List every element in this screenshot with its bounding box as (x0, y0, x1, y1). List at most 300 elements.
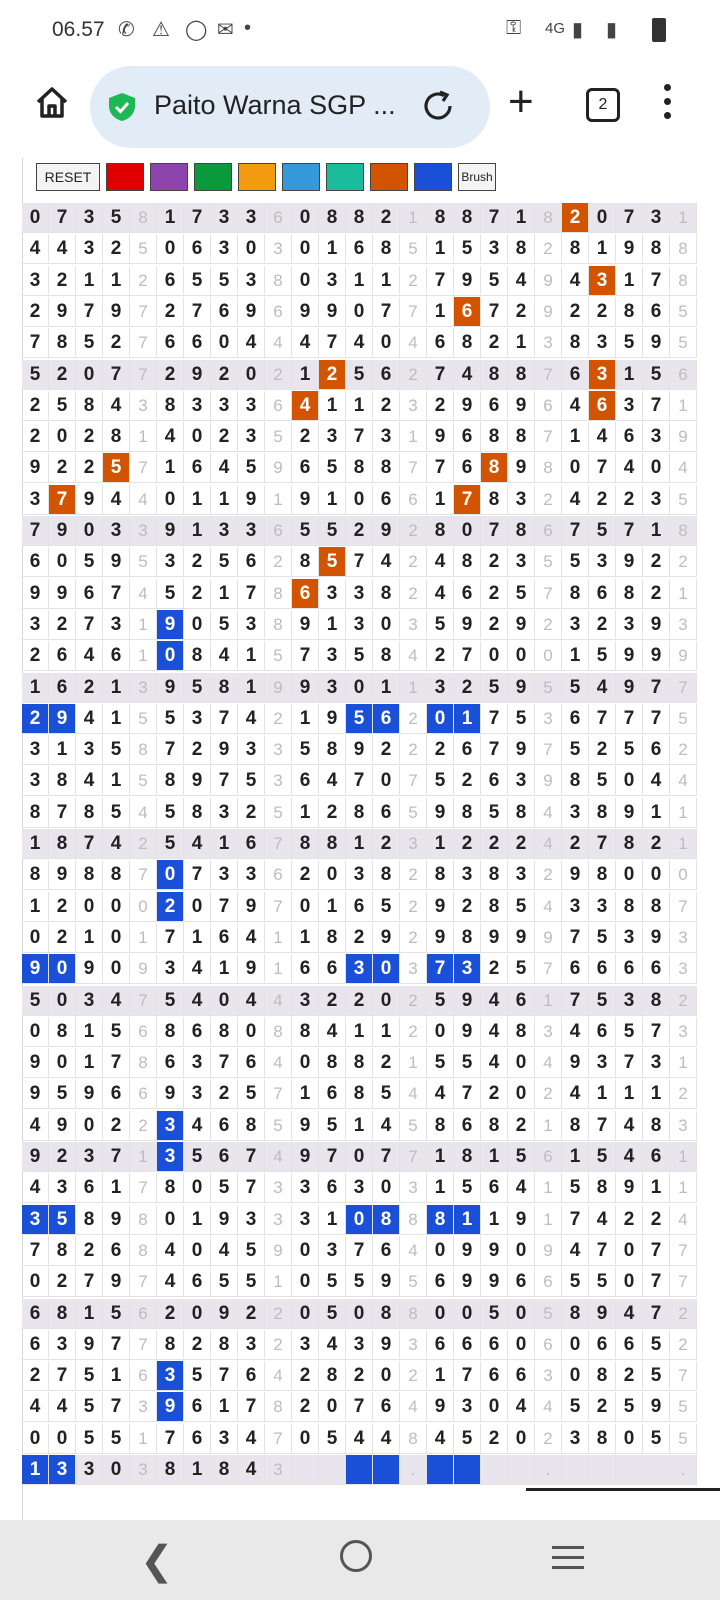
paito-sep-cell[interactable]: 2 (670, 1299, 697, 1329)
paito-sep-cell[interactable]: 5 (130, 704, 157, 734)
paito-cell[interactable]: 9 (292, 1142, 319, 1172)
paito-sep-cell[interactable]: 4 (535, 829, 562, 859)
paito-cell[interactable]: 1 (103, 1361, 130, 1391)
paito-cell[interactable]: 9 (49, 1111, 76, 1141)
paito-sep-cell[interactable]: 6 (130, 1079, 157, 1109)
paito-cell[interactable]: 6 (211, 1111, 238, 1141)
paito-sep-cell[interactable]: 6 (535, 391, 562, 421)
paito-sep-cell[interactable]: 3 (670, 1017, 697, 1047)
paito-cell[interactable]: 5 (589, 641, 616, 671)
paito-cell[interactable]: 8 (76, 391, 103, 421)
paito-sep-cell[interactable]: 1 (670, 391, 697, 421)
paito-sep-cell[interactable]: 0 (130, 892, 157, 922)
paito-cell[interactable]: 6 (373, 1392, 400, 1422)
paito-cell[interactable]: 5 (481, 673, 508, 703)
paito-cell[interactable]: 9 (211, 1299, 238, 1329)
paito-cell[interactable]: 5 (643, 360, 670, 390)
paito-cell[interactable]: 0 (211, 328, 238, 358)
paito-cell[interactable]: 3 (157, 954, 184, 984)
back-icon[interactable]: ❮ (140, 1539, 174, 1583)
paito-cell[interactable]: 8 (589, 1424, 616, 1454)
paito-cell[interactable]: 7 (643, 673, 670, 703)
paito-sep-cell[interactable]: 3 (265, 1455, 292, 1485)
paito-sep-cell[interactable]: 5 (670, 704, 697, 734)
paito-cell[interactable]: 4 (616, 1299, 643, 1329)
paito-cell[interactable]: 3 (238, 266, 265, 296)
paito-cell[interactable]: 0 (76, 516, 103, 546)
paito-cell[interactable]: 5 (184, 1142, 211, 1172)
paito-cell[interactable]: 3 (49, 1455, 76, 1485)
paito-cell[interactable]: 4 (238, 923, 265, 953)
paito-cell[interactable]: 6 (643, 735, 670, 765)
paito-cell[interactable]: 0 (562, 1330, 589, 1360)
paito-sep-cell[interactable]: 1 (130, 610, 157, 640)
paito-cell[interactable]: 0 (373, 610, 400, 640)
paito-cell[interactable]: 7 (562, 516, 589, 546)
paito-cell[interactable]: 3 (508, 547, 535, 577)
paito-cell[interactable]: 3 (238, 610, 265, 640)
paito-cell[interactable]: 9 (157, 1079, 184, 1109)
paito-cell[interactable]: 2 (589, 485, 616, 515)
paito-cell[interactable]: 0 (49, 547, 76, 577)
paito-sep-cell[interactable]: 5 (130, 766, 157, 796)
paito-cell[interactable]: 5 (319, 1299, 346, 1329)
paito-cell[interactable]: 0 (427, 1017, 454, 1047)
paito-sep-cell[interactable]: 9 (265, 453, 292, 483)
paito-cell[interactable]: 0 (562, 1361, 589, 1391)
paito-cell[interactable]: 2 (589, 297, 616, 327)
paito-cell[interactable]: 4 (184, 986, 211, 1016)
paito-sep-cell[interactable]: 5 (670, 1424, 697, 1454)
paito-cell[interactable]: 5 (103, 1017, 130, 1047)
paito-cell[interactable]: 9 (643, 328, 670, 358)
paito-cell[interactable]: 5 (103, 735, 130, 765)
paito-sep-cell[interactable]: 2 (535, 860, 562, 890)
paito-sep-cell[interactable]: 2 (670, 986, 697, 1016)
paito-sep-cell[interactable]: 1 (400, 203, 427, 233)
paito-cell[interactable]: 0 (238, 1017, 265, 1047)
paito-cell[interactable]: 1 (319, 610, 346, 640)
paito-cell[interactable]: 6 (292, 453, 319, 483)
paito-sep-cell[interactable]: 3 (400, 610, 427, 640)
paito-cell[interactable]: 8 (562, 234, 589, 264)
paito-sep-cell[interactable]: 2 (400, 1361, 427, 1391)
paito-cell[interactable]: 8 (157, 1173, 184, 1203)
paito-cell[interactable]: 8 (427, 1111, 454, 1141)
paito-cell[interactable]: 5 (508, 579, 535, 609)
paito-cell[interactable]: 1 (211, 579, 238, 609)
paito-cell[interactable]: 3 (211, 516, 238, 546)
paito-sep-cell[interactable]: 7 (130, 986, 157, 1016)
paito-cell[interactable]: 5 (373, 1079, 400, 1109)
paito-cell[interactable]: 2 (157, 360, 184, 390)
paito-cell[interactable]: 7 (157, 735, 184, 765)
paito-cell[interactable]: 5 (508, 892, 535, 922)
paito-cell[interactable]: 5 (616, 735, 643, 765)
paito-cell[interactable]: 7 (319, 328, 346, 358)
paito-cell[interactable]: 1 (427, 1142, 454, 1172)
paito-cell[interactable]: 8 (49, 1017, 76, 1047)
paito-cell[interactable]: 0 (184, 892, 211, 922)
paito-cell[interactable]: 6 (454, 1330, 481, 1360)
paito-sep-cell[interactable]: . (400, 1455, 427, 1485)
paito-sep-cell[interactable]: 8 (265, 610, 292, 640)
paito-cell[interactable]: 9 (481, 923, 508, 953)
paito-sep-cell[interactable]: 8 (535, 203, 562, 233)
paito-cell[interactable]: 7 (481, 735, 508, 765)
paito-sep-cell[interactable]: 8 (130, 1048, 157, 1078)
paito-cell[interactable]: 1 (589, 1079, 616, 1109)
paito-cell[interactable]: 6 (427, 328, 454, 358)
paito-cell[interactable]: 0 (76, 892, 103, 922)
paito-sep-cell[interactable]: 9 (535, 1236, 562, 1266)
paito-sep-cell[interactable]: 5 (670, 297, 697, 327)
paito-cell[interactable]: 8 (292, 829, 319, 859)
paito-cell[interactable]: 4 (589, 422, 616, 452)
paito-sep-cell[interactable]: 9 (535, 766, 562, 796)
paito-cell[interactable]: 9 (427, 422, 454, 452)
paito-sep-cell[interactable]: 3 (670, 923, 697, 953)
paito-cell[interactable]: 2 (103, 1111, 130, 1141)
paito-sep-cell[interactable]: 9 (265, 1236, 292, 1266)
paito-cell[interactable]: 8 (454, 203, 481, 233)
paito-cell[interactable]: 7 (481, 203, 508, 233)
paito-cell[interactable]: 6 (292, 766, 319, 796)
paito-cell[interactable]: 2 (643, 1205, 670, 1235)
paito-cell[interactable]: 6 (292, 579, 319, 609)
paito-sep-cell[interactable]: 7 (130, 1173, 157, 1203)
paito-cell[interactable]: 6 (238, 1048, 265, 1078)
paito-sep-cell[interactable]: 8 (400, 1424, 427, 1454)
paito-cell[interactable]: 7 (76, 1267, 103, 1297)
paito-sep-cell[interactable]: 1 (670, 579, 697, 609)
paito-cell[interactable]: 0 (589, 203, 616, 233)
paito-sep-cell[interactable]: 7 (130, 453, 157, 483)
paito-sep-cell[interactable]: 5 (670, 328, 697, 358)
paito-cell[interactable]: 9 (292, 297, 319, 327)
paito-sep-cell[interactable]: 8 (130, 203, 157, 233)
paito-cell[interactable]: 1 (184, 923, 211, 953)
paito-sep-cell[interactable]: 8 (265, 579, 292, 609)
paito-cell[interactable]: 3 (211, 391, 238, 421)
paito-cell[interactable]: 2 (346, 923, 373, 953)
paito-sep-cell[interactable]: 7 (535, 735, 562, 765)
paito-sep-cell[interactable]: 4 (400, 1079, 427, 1109)
paito-cell[interactable]: 9 (562, 860, 589, 890)
paito-cell[interactable]: 2 (319, 986, 346, 1016)
paito-cell[interactable]: 8 (616, 829, 643, 859)
paito-cell[interactable]: 0 (184, 1173, 211, 1203)
paito-cell[interactable]: 5 (103, 453, 130, 483)
paito-cell[interactable]: 4 (76, 704, 103, 734)
paito-cell[interactable]: 8 (589, 1361, 616, 1391)
paito-cell[interactable]: 3 (184, 1079, 211, 1109)
paito-cell[interactable]: 8 (373, 1299, 400, 1329)
paito-cell[interactable]: 0 (616, 1267, 643, 1297)
paito-cell[interactable]: 0 (508, 1299, 535, 1329)
paito-cell[interactable]: 1 (22, 892, 49, 922)
paito-sep-cell[interactable]: 9 (535, 266, 562, 296)
paito-cell[interactable]: 2 (481, 610, 508, 640)
paito-cell[interactable]: 3 (454, 860, 481, 890)
paito-cell[interactable]: 6 (49, 641, 76, 671)
paito-cell[interactable]: 6 (184, 328, 211, 358)
paito-cell[interactable]: 0 (22, 923, 49, 953)
paito-cell[interactable]: 5 (292, 735, 319, 765)
paito-cell[interactable]: 5 (238, 1267, 265, 1297)
paito-cell[interactable]: 5 (103, 1299, 130, 1329)
paito-cell[interactable]: 7 (211, 1361, 238, 1391)
paito-cell[interactable]: 5 (319, 516, 346, 546)
paito-sep-cell[interactable]: 9 (535, 923, 562, 953)
paito-cell[interactable]: 8 (454, 1142, 481, 1172)
paito-cell[interactable]: 7 (454, 1361, 481, 1391)
paito-cell[interactable]: 4 (454, 360, 481, 390)
paito-sep-cell[interactable]: 6 (670, 360, 697, 390)
paito-cell[interactable]: 5 (562, 1392, 589, 1422)
paito-cell[interactable]: 0 (373, 954, 400, 984)
paito-cell[interactable]: 1 (292, 798, 319, 828)
paito-sep-cell[interactable]: 2 (535, 485, 562, 515)
paito-cell[interactable]: 8 (562, 1111, 589, 1141)
paito-cell[interactable]: 8 (373, 1205, 400, 1235)
more-menu-icon[interactable] (664, 84, 674, 126)
paito-cell[interactable]: 3 (319, 266, 346, 296)
paito-cell[interactable]: 5 (22, 986, 49, 1016)
paito-cell[interactable]: 8 (562, 1299, 589, 1329)
paito-cell[interactable]: 1 (427, 234, 454, 264)
paito-cell[interactable]: 5 (562, 673, 589, 703)
paito-sep-cell[interactable]: 7 (670, 1361, 697, 1391)
paito-cell[interactable]: 3 (157, 1142, 184, 1172)
paito-cell[interactable]: 3 (481, 234, 508, 264)
paito-cell[interactable]: 6 (346, 234, 373, 264)
paito-cell[interactable]: 3 (157, 547, 184, 577)
paito-sep-cell[interactable]: 6 (265, 297, 292, 327)
paito-cell[interactable]: 5 (481, 266, 508, 296)
paito-cell[interactable]: 3 (157, 1361, 184, 1391)
paito-cell[interactable]: 8 (373, 579, 400, 609)
paito-cell[interactable]: 9 (103, 1267, 130, 1297)
paito-cell[interactable]: 5 (643, 1424, 670, 1454)
paito-sep-cell[interactable]: 0 (670, 860, 697, 890)
paito-cell[interactable]: 9 (22, 954, 49, 984)
paito-cell[interactable]: 8 (454, 328, 481, 358)
swatch-teal[interactable] (326, 163, 364, 191)
paito-sep-cell[interactable]: 1 (670, 1142, 697, 1172)
paito-cell[interactable]: 5 (562, 547, 589, 577)
paito-cell[interactable]: 3 (643, 422, 670, 452)
paito-cell[interactable]: 5 (103, 203, 130, 233)
paito-sep-cell[interactable]: 4 (130, 485, 157, 515)
paito-cell[interactable]: 5 (427, 610, 454, 640)
paito-cell[interactable]: 5 (562, 735, 589, 765)
paito-cell[interactable]: 0 (22, 1424, 49, 1454)
paito-cell[interactable]: 5 (562, 1267, 589, 1297)
paito-cell[interactable]: 2 (481, 328, 508, 358)
paito-cell[interactable]: 8 (346, 798, 373, 828)
paito-cell[interactable]: 0 (103, 923, 130, 953)
paito-cell[interactable]: 3 (346, 1173, 373, 1203)
paito-cell[interactable]: 8 (643, 892, 670, 922)
paito-cell[interactable]: 7 (76, 829, 103, 859)
swatch-green[interactable] (194, 163, 232, 191)
paito-cell[interactable]: 5 (211, 1173, 238, 1203)
paito-cell[interactable]: 9 (427, 923, 454, 953)
paito-cell[interactable]: 1 (22, 673, 49, 703)
paito-cell[interactable]: 6 (643, 1142, 670, 1172)
paito-cell[interactable]: 1 (103, 673, 130, 703)
paito-cell[interactable]: 5 (454, 1424, 481, 1454)
paito-sep-cell[interactable]: 3 (670, 954, 697, 984)
paito-cell[interactable]: 7 (589, 1236, 616, 1266)
paito-sep-cell[interactable]: 4 (265, 1361, 292, 1391)
paito-cell[interactable]: 6 (184, 453, 211, 483)
paito-sep-cell[interactable]: 3 (130, 1455, 157, 1485)
paito-cell[interactable]: 5 (346, 1267, 373, 1297)
paito-cell[interactable]: 0 (346, 673, 373, 703)
paito-cell[interactable]: 6 (211, 1142, 238, 1172)
paito-cell[interactable]: 9 (373, 923, 400, 953)
paito-cell[interactable]: 7 (643, 391, 670, 421)
paito-sep-cell[interactable]: 4 (265, 1142, 292, 1172)
paito-cell[interactable]: 2 (49, 453, 76, 483)
paito-sep-cell[interactable]: 9 (265, 673, 292, 703)
paito-sep-cell[interactable]: 2 (130, 829, 157, 859)
paito-cell[interactable]: 5 (157, 986, 184, 1016)
paito-sep-cell[interactable]: 4 (265, 328, 292, 358)
paito-cell[interactable]: 2 (427, 391, 454, 421)
paito-cell[interactable]: 8 (157, 766, 184, 796)
paito-cell[interactable]: 9 (49, 297, 76, 327)
paito-cell[interactable]: 6 (373, 485, 400, 515)
paito-cell[interactable]: 2 (373, 1048, 400, 1078)
paito-cell[interactable]: 8 (319, 1361, 346, 1391)
paito-cell[interactable]: 2 (184, 547, 211, 577)
paito-sep-cell[interactable]: 1 (535, 986, 562, 1016)
paito-cell[interactable]: 9 (481, 1236, 508, 1266)
paito-cell[interactable]: 8 (373, 641, 400, 671)
paito-cell[interactable]: 2 (103, 328, 130, 358)
paito-cell[interactable]: 7 (184, 203, 211, 233)
paito-cell[interactable]: 6 (562, 704, 589, 734)
paito-cell[interactable]: 8 (319, 203, 346, 233)
paito-sep-cell[interactable]: 6 (535, 516, 562, 546)
paito-cell[interactable]: 9 (103, 297, 130, 327)
paito-cell[interactable]: 2 (22, 391, 49, 421)
paito-cell[interactable]: 7 (103, 579, 130, 609)
paito-cell[interactable]: 0 (319, 860, 346, 890)
paito-cell[interactable]: 2 (454, 766, 481, 796)
paito-cell[interactable]: 5 (184, 673, 211, 703)
paito-cell[interactable]: 7 (454, 485, 481, 515)
paito-cell[interactable]: 9 (238, 892, 265, 922)
paito-cell[interactable]: 6 (454, 579, 481, 609)
paito-cell[interactable]: 7 (481, 704, 508, 734)
paito-sep-cell[interactable]: 3 (400, 829, 427, 859)
paito-cell[interactable]: 4 (346, 328, 373, 358)
paito-sep-cell[interactable]: 2 (535, 1424, 562, 1454)
paito-sep-cell[interactable]: 9 (670, 422, 697, 452)
paito-cell[interactable]: 1 (616, 360, 643, 390)
paito-cell[interactable]: 4 (211, 1236, 238, 1266)
paito-sep-cell[interactable]: 4 (535, 1392, 562, 1422)
paito-cell[interactable]: 6 (562, 954, 589, 984)
paito-sep-cell[interactable]: 2 (535, 610, 562, 640)
paito-sep-cell[interactable]: 7 (535, 360, 562, 390)
paito-cell[interactable]: 2 (157, 1299, 184, 1329)
paito-sep-cell[interactable]: 1 (670, 829, 697, 859)
paito-cell[interactable]: 3 (373, 422, 400, 452)
paito-cell[interactable]: 7 (373, 1142, 400, 1172)
paito-cell[interactable]: 9 (103, 547, 130, 577)
paito-cell[interactable]: 8 (481, 860, 508, 890)
paito-cell[interactable]: 3 (76, 1455, 103, 1485)
paito-cell[interactable]: 8 (373, 860, 400, 890)
swatch-lightblue[interactable] (282, 163, 320, 191)
paito-cell[interactable]: 5 (346, 704, 373, 734)
paito-cell[interactable]: 1 (49, 735, 76, 765)
paito-cell[interactable]: 2 (589, 735, 616, 765)
paito-cell[interactable]: 4 (481, 1048, 508, 1078)
paito-cell[interactable]: 8 (481, 453, 508, 483)
paito-cell[interactable]: 2 (481, 1424, 508, 1454)
paito-cell[interactable]: 1 (427, 1361, 454, 1391)
paito-sep-cell[interactable]: 3 (670, 1111, 697, 1141)
paito-cell[interactable]: 2 (427, 735, 454, 765)
paito-cell[interactable]: 7 (346, 1392, 373, 1422)
paito-sep-cell[interactable]: 6 (130, 1017, 157, 1047)
paito-cell[interactable]: 1 (373, 1017, 400, 1047)
paito-cell[interactable]: 7 (643, 1236, 670, 1266)
paito-cell[interactable]: 9 (562, 1048, 589, 1078)
paito-cell[interactable]: 7 (481, 516, 508, 546)
paito-cell[interactable]: 9 (454, 266, 481, 296)
paito-cell[interactable]: 4 (427, 547, 454, 577)
paito-cell[interactable]: 4 (427, 1079, 454, 1109)
paito-cell[interactable]: 9 (373, 1330, 400, 1360)
paito-cell[interactable]: 8 (643, 234, 670, 264)
paito-cell[interactable]: 7 (427, 360, 454, 390)
paito-cell[interactable]: 0 (643, 453, 670, 483)
paito-cell[interactable]: 9 (616, 547, 643, 577)
paito-cell[interactable]: 2 (22, 704, 49, 734)
paito-cell[interactable]: 0 (346, 1142, 373, 1172)
paito-sep-cell[interactable]: . (535, 1455, 562, 1485)
paito-cell[interactable]: 8 (562, 766, 589, 796)
paito-cell[interactable]: 9 (49, 860, 76, 890)
paito-cell[interactable]: 2 (292, 422, 319, 452)
paito-cell[interactable]: 0 (346, 485, 373, 515)
paito-cell[interactable]: 7 (49, 1361, 76, 1391)
paito-cell[interactable]: 3 (238, 1205, 265, 1235)
paito-cell[interactable]: 5 (76, 1424, 103, 1454)
paito-cell[interactable]: 0 (184, 1236, 211, 1266)
paito-cell[interactable]: 6 (481, 766, 508, 796)
paito-sep-cell[interactable]: 4 (265, 986, 292, 1016)
paito-cell[interactable]: 8 (346, 1048, 373, 1078)
paito-cell[interactable]: 9 (157, 610, 184, 640)
paito-cell[interactable]: 3 (427, 673, 454, 703)
paito-cell[interactable]: 2 (319, 798, 346, 828)
paito-cell[interactable]: 7 (157, 923, 184, 953)
paito-cell[interactable]: 6 (589, 1330, 616, 1360)
paito-sep-cell[interactable]: 3 (400, 954, 427, 984)
paito-cell[interactable]: 0 (373, 1173, 400, 1203)
paito-sep-cell[interactable]: 3 (265, 766, 292, 796)
paito-cell[interactable]: 3 (76, 234, 103, 264)
paito-cell[interactable]: 4 (22, 1392, 49, 1422)
